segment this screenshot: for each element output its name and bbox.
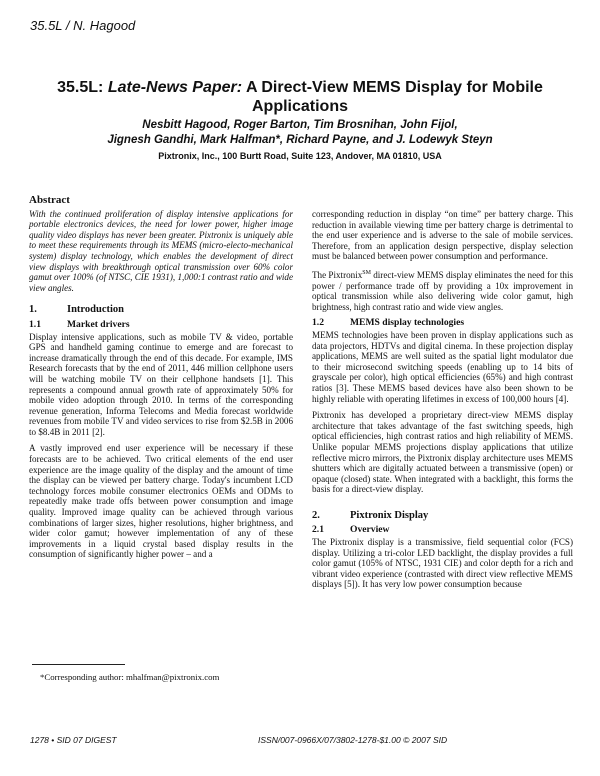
pixtronix-text: The Pixtronix xyxy=(312,270,363,280)
author-list xyxy=(40,118,560,148)
running-header: 35.5L / N. Hagood xyxy=(30,18,136,33)
author-line-2: Jignesh Gandhi, Mark Halfman*, Richard Payne, and J. Lodewyk Steyn xyxy=(107,134,493,146)
section-2-title: Pixtronix Display xyxy=(350,509,429,521)
paragraph: A vastly improved end user experience will be necessary if these forecasts are to be achieved. Two critical elements of the end user experience are the image quality of the display and the amount of time the display can be viewed per battery charge. Today's incumbent LCD technology forces mobile consumer electronics OEMs and ODMs to repeatedly make trade offs between power consumption and image quality. Improved image quality can be achieved through various combinations of larger sizes, higher resolutions, higher brightness, and wider color gamut; however implementation of any of these improvements in a liquid crystal based display results in the consumption of significantly higher power – and a xyxy=(29,443,293,560)
section-2-heading xyxy=(312,511,573,522)
author-line-1: Nesbitt Hagood, Roger Barton, Tim Brosnihan, John Fijol, xyxy=(142,119,458,131)
paragraph: Display intensive applications, such as mobile TV & video, portable GPS and handheld gaming continue to emerge and are forecast to increase dramatically through the end of this decade. For example, IMS Research forecasts that by the end of 2011, 446 million cellphone users will be watching mobile TV on their cellphone handsets [1]. This represents a compound annual growth rate of approximately 50% for mobile video adoption through 2010. In terms of the corresponding revenue generation, Informa Telecoms and Media forecast worldwide revenues from mobile TV and video services to rise from $2.5B in 2006 to $8.4B in 2011 [2]. xyxy=(29,331,293,437)
subsection-1-2-number: 1.2 xyxy=(312,317,324,329)
footnote-rule xyxy=(32,664,125,665)
footer-page-info: 1278 • SID 07 DIGEST xyxy=(30,735,117,745)
paragraph xyxy=(312,268,573,312)
paper-title xyxy=(40,78,560,116)
section-1-number: 1. xyxy=(29,304,37,316)
subsection-1-1-title: Market drivers xyxy=(67,318,130,330)
title-text: A Direct-View MEMS Display for Mobile Applications xyxy=(245,79,543,115)
section-2-number: 2. xyxy=(312,509,320,521)
subsection-1-2-heading xyxy=(312,318,573,329)
subsection-1-1-number: 1.1 xyxy=(29,318,41,330)
affiliation: Pixtronix, Inc., 100 Burtt Road, Suite 123, Andover, MA 01810, USA xyxy=(158,151,442,161)
subsection-2-1-number: 2.1 xyxy=(312,524,324,536)
subsection-1-2-title: MEMS display technologies xyxy=(350,317,465,329)
late-news-label: Late-News Paper: xyxy=(107,79,243,96)
paragraph: The Pixtronix display is a transmissive, field sequential color (FCS) display. Utilizing a tri-color LED backlight, the display provides a full color gamut (105% of NTSC, 1931 CIE) and color depth for a rich and vibrant video experience (contrasted with direct view reflective MEMS displays [5]). It has very low power consumption because xyxy=(312,537,573,590)
paragraph: corresponding reduction in display “on time” per battery charge. This reduction in available viewing time per battery charge is detrimental to the end user experience and is adverse to the sale of mobile services. Therefore, from an application design perspective, display selection must be balanced between power consumption and performance. xyxy=(312,209,573,262)
service-mark: SM xyxy=(362,269,371,276)
paragraph: MEMS technologies have been proven in display applications such as data projectors, HDTVs and digital cinema. In these projection display applications, MEMS are well suited as the spatial light modulator due to their microsecond switching speeds (enabling up to 14 bits of grayscale per color), high optical efficiencies (65%) and high contrast ratios [3]. These MEMS based devices have also been shown to be highly reliable with operating lifetimes in excess of 100,000 hours [4]. xyxy=(312,329,573,404)
right-column xyxy=(312,209,573,596)
paper-number: 35.5L: xyxy=(57,79,104,96)
left-column xyxy=(29,195,293,566)
subsection-1-1-heading xyxy=(29,320,293,331)
section-1-title: Introduction xyxy=(67,304,124,316)
paragraph: Pixtronix has developed a proprietary direct-view MEMS display architecture that takes advantage of the fast switching speeds, high optical efficiencies, high contrast ratios and high reliability of MEMS. Unlike popular MEMS projections display applications that utilize reflective micro mirrors, the Pixtronix display architecture uses MEMS shutters which are digitally actuated between a transmissive (open) or opaque (closed) state. When integrated with a backlight, this forms the basis for a direct-view display. xyxy=(312,410,573,495)
footnote: *Corresponding author: mhalfman@pixtronix.com xyxy=(40,672,220,682)
abstract-text: With the continued proliferation of display intensive applications for portable electronics devices, the need for lower power, higher image quality video displays has never been greater. Pixtronix is uniquely able to meet these requirements through its MEMS (micro-electo-mechanical system) display technology, which enables the development of direct view displays with breakthrough optical transmission over 60% color gamut over 100% (of NTSC, CIE 1931), 1,000:1 contrast ratio and wide view angles. xyxy=(29,208,293,293)
section-1-heading xyxy=(29,305,293,316)
abstract-heading: Abstract xyxy=(29,194,70,206)
subsection-2-1-heading xyxy=(312,525,573,536)
footer-issn: ISSN/007-0966X/07/3802-1278-$1.00 © 2007 SID xyxy=(258,735,448,745)
paragraph-continued: direct-view MEMS display eliminates the need for this power / performance trade off by providing a 10x improvement in optical transmission while also delivering wide color gamut, high brightness, high contrast ratio and wide view angles. xyxy=(312,270,574,312)
subsection-2-1-title: Overview xyxy=(350,524,390,536)
